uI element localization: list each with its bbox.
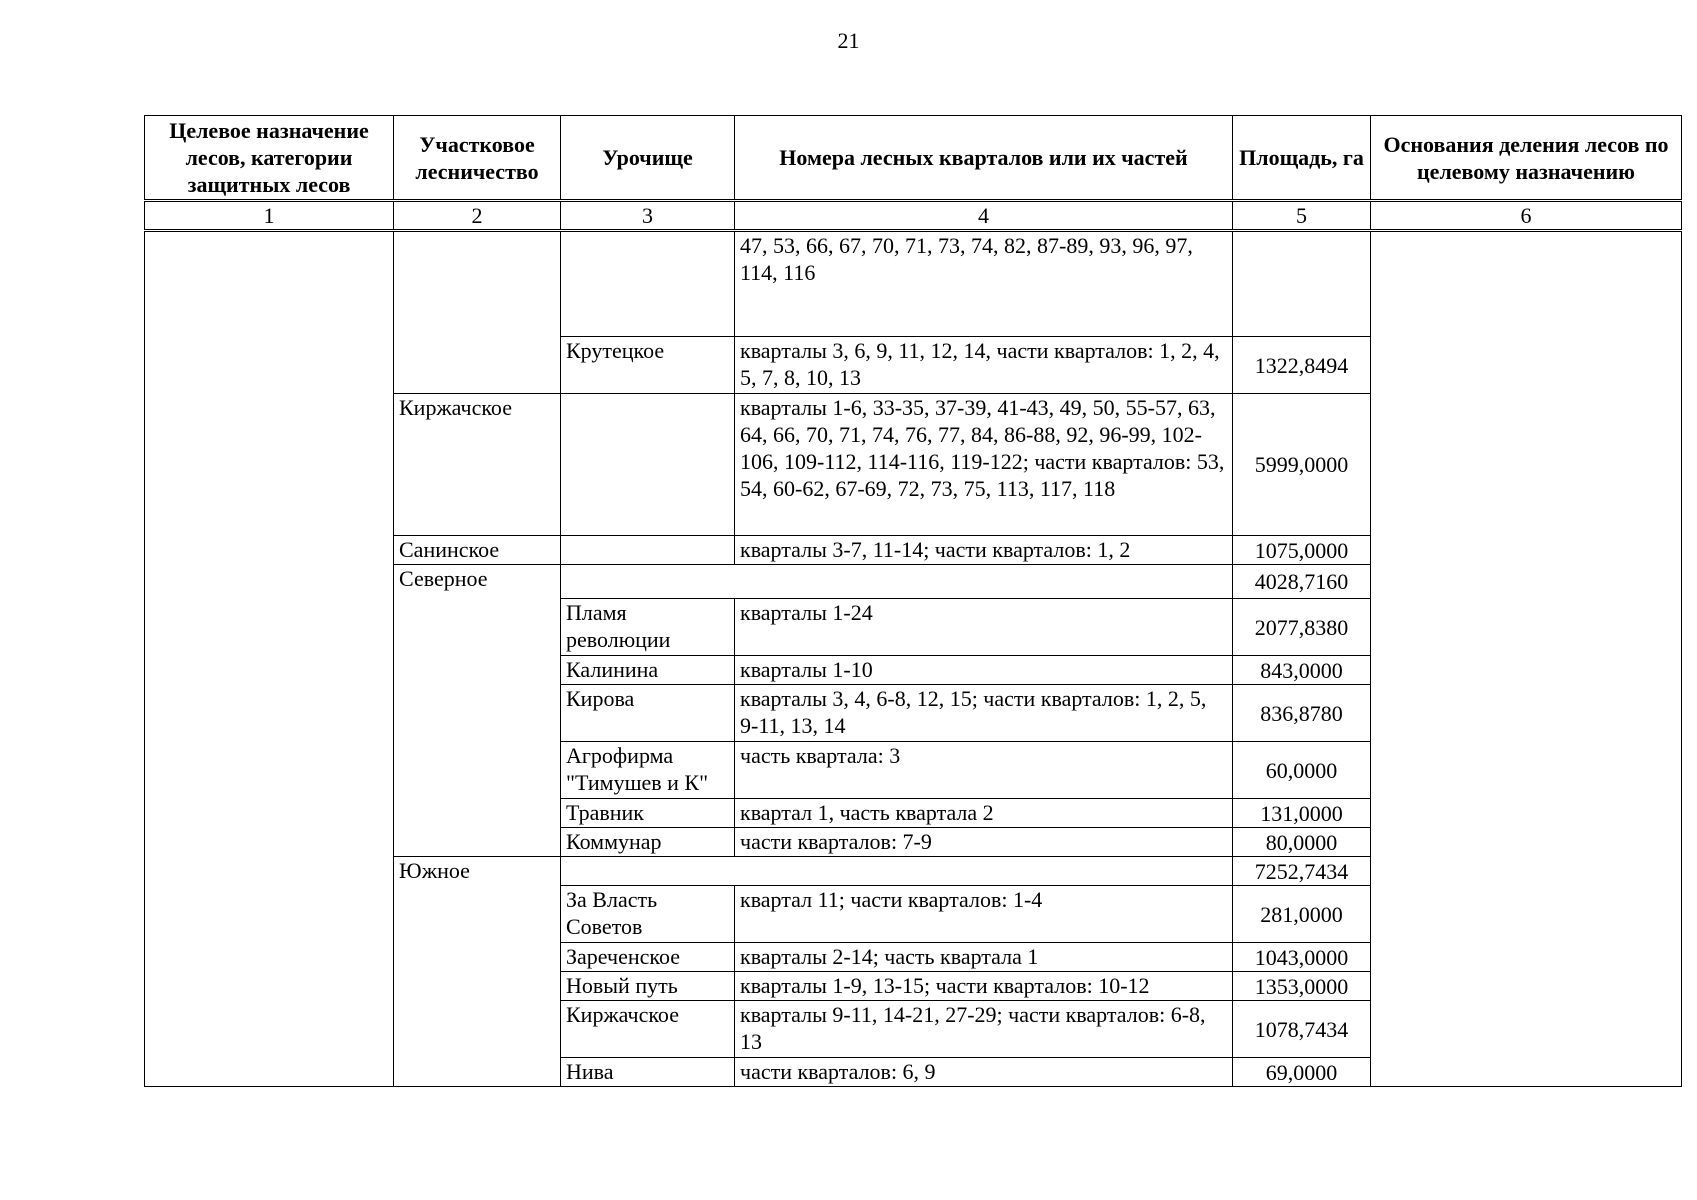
area-cell: 281,0000 xyxy=(1233,886,1371,943)
table-header-row xyxy=(145,116,1682,201)
forestry-cell: Санинское xyxy=(394,536,561,565)
quarters-cell: квартал 1, часть квартала 2 xyxy=(735,799,1233,828)
forest-purpose-table xyxy=(144,115,1682,1087)
forestry-cell: Южное xyxy=(394,857,561,1087)
header-basis: Основания деления лесов по целевому назначению xyxy=(1371,116,1682,201)
tract-cell: Киржачское xyxy=(561,1001,735,1058)
area-cell: 843,0000 xyxy=(1233,656,1371,685)
column-number: 2 xyxy=(394,201,561,231)
area-cell: 4028,7160 xyxy=(1233,565,1371,599)
header-tract: Урочище xyxy=(561,116,735,201)
tract-cell: Нива xyxy=(561,1058,735,1087)
tract-cell xyxy=(561,536,735,565)
forestry-cell: Северное xyxy=(394,565,561,857)
quarters-cell: квартал 11; части кварталов: 1-4 xyxy=(735,886,1233,943)
area-cell xyxy=(1233,231,1371,337)
basis-cell xyxy=(1371,231,1682,1087)
quarters-cell: кварталы 3-7, 11-14; части кварталов: 1, 2 xyxy=(735,536,1233,565)
quarters-cell: кварталы 1-10 xyxy=(735,656,1233,685)
tract-cell: Пламя революции xyxy=(561,599,735,656)
tract-cell: Калинина xyxy=(561,656,735,685)
tract-cell: Кирова xyxy=(561,685,735,742)
area-cell: 131,0000 xyxy=(1233,799,1371,828)
tract-cell xyxy=(561,231,735,337)
quarters-cell: кварталы 1-9, 13-15; части кварталов: 10-12 xyxy=(735,972,1233,1001)
subtotal-label-cell xyxy=(561,565,1233,599)
column-number: 3 xyxy=(561,201,735,231)
area-cell: 1075,0000 xyxy=(1233,536,1371,565)
column-number: 1 xyxy=(145,201,394,231)
tract-cell xyxy=(561,394,735,536)
quarters-cell: кварталы 1-6, 33-35, 37-39, 41-43, 49, 50, 55-57, 63, 64, 66, 70, 71, 74, 76, 77, 84, 86-88, 92, 96-99, 102-106, 109-112, 114-116, 119-122; части кварталов: 53, 54, 60-62, 67-69, 72, 73, 75, 113, 117, 118 xyxy=(735,394,1233,536)
column-number: 4 xyxy=(735,201,1233,231)
quarters-cell: кварталы 2-14; часть квартала 1 xyxy=(735,943,1233,972)
area-cell: 80,0000 xyxy=(1233,828,1371,857)
column-number-row xyxy=(145,201,1682,231)
area-cell: 836,8780 xyxy=(1233,685,1371,742)
header-forestry: Участковое лесничество xyxy=(394,116,561,201)
area-cell: 5999,0000 xyxy=(1233,394,1371,536)
quarters-cell: части кварталов: 6, 9 xyxy=(735,1058,1233,1087)
area-cell: 60,0000 xyxy=(1233,742,1371,799)
quarters-cell: кварталы 1-24 xyxy=(735,599,1233,656)
area-cell: 1043,0000 xyxy=(1233,943,1371,972)
quarters-cell: кварталы 9-11, 14-21, 27-29; части кварталов: 6-8, 13 xyxy=(735,1001,1233,1058)
area-cell: 2077,8380 xyxy=(1233,599,1371,656)
area-cell: 7252,7434 xyxy=(1233,857,1371,886)
header-purpose: Целевое назначение лесов, категории защитных лесов xyxy=(145,116,394,201)
subtotal-label-cell xyxy=(561,857,1233,886)
header-quarters: Номера лесных кварталов или их частей xyxy=(735,116,1233,201)
tract-cell: Зареченское xyxy=(561,943,735,972)
header-area: Площадь, га xyxy=(1233,116,1371,201)
table-row xyxy=(145,231,1682,337)
area-cell: 1078,7434 xyxy=(1233,1001,1371,1058)
column-number: 6 xyxy=(1371,201,1682,231)
quarters-cell: часть квартала: 3 xyxy=(735,742,1233,799)
tract-cell: За Власть Советов xyxy=(561,886,735,943)
page-number: 21 xyxy=(837,28,860,53)
area-cell: 1322,8494 xyxy=(1233,337,1371,394)
area-cell: 69,0000 xyxy=(1233,1058,1371,1087)
tract-cell: Коммунар xyxy=(561,828,735,857)
area-cell: 1353,0000 xyxy=(1233,972,1371,1001)
tract-cell: Агрофирма "Тимушев и К" xyxy=(561,742,735,799)
tract-cell: Крутецкое xyxy=(561,337,735,394)
quarters-cell: 47, 53, 66, 67, 70, 71, 73, 74, 82, 87-89, 93, 96, 97, 114, 116 xyxy=(735,231,1233,337)
tract-cell: Новый путь xyxy=(561,972,735,1001)
tract-cell: Травник xyxy=(561,799,735,828)
purpose-cell xyxy=(145,231,394,1087)
quarters-cell: кварталы 3, 4, 6-8, 12, 15; части кварталов: 1, 2, 5, 9-11, 13, 14 xyxy=(735,685,1233,742)
quarters-cell: части кварталов: 7-9 xyxy=(735,828,1233,857)
forestry-cell: Киржачское xyxy=(394,394,561,536)
quarters-cell: кварталы 3, 6, 9, 11, 12, 14, части кварталов: 1, 2, 4, 5, 7, 8, 10, 13 xyxy=(735,337,1233,394)
forestry-cell xyxy=(394,231,561,394)
column-number: 5 xyxy=(1233,201,1371,231)
